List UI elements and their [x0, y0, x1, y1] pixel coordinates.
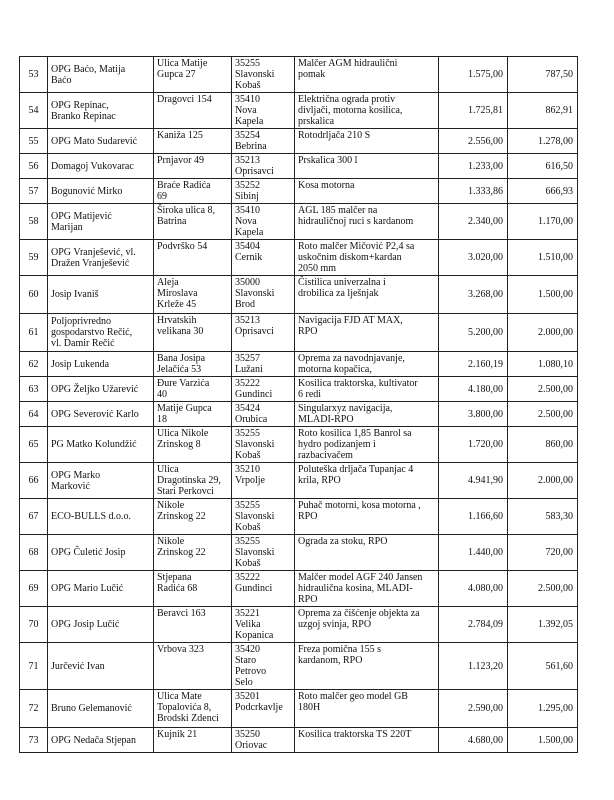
address: Prnjavor 49 — [154, 154, 232, 179]
total-amount: 2.784,09 — [439, 607, 508, 643]
table-row — [20, 499, 578, 535]
equipment-description: Oprema za čišćenje objekta za uzgoj svinja, RPO — [295, 607, 439, 643]
grant-amount: 2.000,00 — [508, 463, 578, 499]
grant-amount: 583,30 — [508, 499, 578, 535]
beneficiary-name: OPG Mario Lučić — [48, 571, 154, 607]
equipment-description: Prskalica 300 l — [295, 154, 439, 179]
postal-place: 35254 Bebrina — [232, 129, 295, 154]
address: Podvrško 54 — [154, 240, 232, 276]
grant-amount: 1.500,00 — [508, 276, 578, 314]
grant-amount: 666,93 — [508, 179, 578, 204]
address: Beravci 163 — [154, 607, 232, 643]
total-amount: 1.166,60 — [439, 499, 508, 535]
row-number: 58 — [20, 204, 48, 240]
postal-place: 35255 Slavonski Kobaš — [232, 427, 295, 463]
table-body — [20, 57, 578, 753]
table-row — [20, 57, 578, 93]
equipment-description: Čistilica univerzalna i drobilica za lješnjak — [295, 276, 439, 314]
total-amount: 1.233,00 — [439, 154, 508, 179]
table-row — [20, 377, 578, 402]
row-number: 70 — [20, 607, 48, 643]
total-amount: 3.020,00 — [439, 240, 508, 276]
beneficiary-name: OPG Čuletić Josip — [48, 535, 154, 571]
address: Dragovci 154 — [154, 93, 232, 129]
postal-place: 35222 Gundinci — [232, 377, 295, 402]
address: Ulica Mate Topalovića 8, Brodski Zdenci — [154, 690, 232, 728]
address: Braće Radića 69 — [154, 179, 232, 204]
equipment-description: Kosa motorna — [295, 179, 439, 204]
equipment-description: Puhač motorni, kosa motorna , RPO — [295, 499, 439, 535]
grants-table — [19, 56, 578, 753]
total-amount: 1.720,00 — [439, 427, 508, 463]
postal-place: 35250 Oriovac — [232, 728, 295, 753]
equipment-description: Oprema za navodnjavanje, motorna kopačica, — [295, 352, 439, 377]
table-row — [20, 276, 578, 314]
row-number: 67 — [20, 499, 48, 535]
grant-amount: 1.295,00 — [508, 690, 578, 728]
grant-amount: 1.170,00 — [508, 204, 578, 240]
total-amount: 3.800,00 — [439, 402, 508, 427]
beneficiary-name: Josip Lukenda — [48, 352, 154, 377]
total-amount: 1.440,00 — [439, 535, 508, 571]
address: Vrbova 323 — [154, 643, 232, 690]
row-number: 68 — [20, 535, 48, 571]
table-row — [20, 607, 578, 643]
beneficiary-name: OPG Nedača Stjepan — [48, 728, 154, 753]
table-row — [20, 690, 578, 728]
postal-place: 35222 Gundinci — [232, 571, 295, 607]
beneficiary-name: Domagoj Vukovarac — [48, 154, 154, 179]
equipment-description: Roto malčer geo model GB 180H — [295, 690, 439, 728]
equipment-description: Rotodrljača 210 S — [295, 129, 439, 154]
postal-place: 35255 Slavonski Kobaš — [232, 535, 295, 571]
address: Nikole Zrinskog 22 — [154, 535, 232, 571]
table-row — [20, 129, 578, 154]
total-amount: 4.941,90 — [439, 463, 508, 499]
total-amount: 2.160,19 — [439, 352, 508, 377]
grant-amount: 1.080,10 — [508, 352, 578, 377]
equipment-description: Poluteška drljača Tupanjac 4 krila, RPO — [295, 463, 439, 499]
row-number: 73 — [20, 728, 48, 753]
grant-amount: 2.500,00 — [508, 571, 578, 607]
equipment-description: Kosilica traktorska, kultivator 6 redi — [295, 377, 439, 402]
beneficiary-name: OPG Severović Karlo — [48, 402, 154, 427]
grant-amount: 1.500,00 — [508, 728, 578, 753]
table-row — [20, 643, 578, 690]
row-number: 65 — [20, 427, 48, 463]
address: Kujnik 21 — [154, 728, 232, 753]
address: Kaniža 125 — [154, 129, 232, 154]
total-amount: 3.268,00 — [439, 276, 508, 314]
table-row — [20, 179, 578, 204]
table-row — [20, 571, 578, 607]
document-page — [19, 56, 577, 753]
table-row — [20, 93, 578, 129]
row-number: 60 — [20, 276, 48, 314]
total-amount: 5.200,00 — [439, 314, 508, 352]
address: Ulica Matije Gupca 27 — [154, 57, 232, 93]
postal-place: 35255 Slavonski Kobaš — [232, 499, 295, 535]
total-amount: 2.590,00 — [439, 690, 508, 728]
postal-place: 35404 Cernik — [232, 240, 295, 276]
equipment-description: Kosilica traktorska TS 220T — [295, 728, 439, 753]
equipment-description: Roto malčer Mičović P2,4 sa uskočnim diskom+kardan 2050 mm — [295, 240, 439, 276]
total-amount: 1.575,00 — [439, 57, 508, 93]
table-row — [20, 402, 578, 427]
postal-place: 35255 Slavonski Kobaš — [232, 57, 295, 93]
grant-amount: 2.500,00 — [508, 402, 578, 427]
postal-place: 35201 Podcrkavlje — [232, 690, 295, 728]
beneficiary-name: OPG Baćo, Matija Baćo — [48, 57, 154, 93]
postal-place: 35221 Velika Kopanica — [232, 607, 295, 643]
postal-place: 35257 Lužani — [232, 352, 295, 377]
total-amount: 4.080,00 — [439, 571, 508, 607]
grant-amount: 616,50 — [508, 154, 578, 179]
postal-place: 35213 Oprisavci — [232, 314, 295, 352]
row-number: 72 — [20, 690, 48, 728]
beneficiary-name: OPG Marko Marković — [48, 463, 154, 499]
equipment-description: Ograda za stoku, RPO — [295, 535, 439, 571]
postal-place: 35410 Nova Kapela — [232, 204, 295, 240]
grant-amount: 860,00 — [508, 427, 578, 463]
table-row — [20, 728, 578, 753]
table-row — [20, 154, 578, 179]
address: Bana Josipa Jelačića 53 — [154, 352, 232, 377]
grant-amount: 787,50 — [508, 57, 578, 93]
equipment-description: Električna ograda protiv divljači, motorna kosilica, prskalica — [295, 93, 439, 129]
postal-place: 35213 Oprisavci — [232, 154, 295, 179]
beneficiary-name: OPG Vranješević, vl. Dražen Vranješević — [48, 240, 154, 276]
beneficiary-name: OPG Željko Užarević — [48, 377, 154, 402]
row-number: 66 — [20, 463, 48, 499]
address: Stjepana Radića 68 — [154, 571, 232, 607]
row-number: 69 — [20, 571, 48, 607]
beneficiary-name: OPG Josip Lučić — [48, 607, 154, 643]
equipment-description: AGL 185 malčer na hidrauličnoj ruci s kardanom — [295, 204, 439, 240]
row-number: 62 — [20, 352, 48, 377]
total-amount: 4.180,00 — [439, 377, 508, 402]
row-number: 55 — [20, 129, 48, 154]
beneficiary-name: ECO-BULLS d.o.o. — [48, 499, 154, 535]
address: Ulica Dragotinska 29, Stari Perkovci — [154, 463, 232, 499]
grant-amount: 1.278,00 — [508, 129, 578, 154]
beneficiary-name: PG Matko Kolundžić — [48, 427, 154, 463]
address: Ulica Nikole Zrinskog 8 — [154, 427, 232, 463]
table-row — [20, 535, 578, 571]
table-row — [20, 352, 578, 377]
postal-place: 35410 Nova Kapela — [232, 93, 295, 129]
equipment-description: Freza pomična 155 s kardanom, RPO — [295, 643, 439, 690]
table-row — [20, 427, 578, 463]
total-amount: 2.340,00 — [439, 204, 508, 240]
total-amount: 1.725,81 — [439, 93, 508, 129]
table-row — [20, 314, 578, 352]
beneficiary-name: Josip Ivaniš — [48, 276, 154, 314]
total-amount: 1.333,86 — [439, 179, 508, 204]
row-number: 71 — [20, 643, 48, 690]
table-row — [20, 204, 578, 240]
beneficiary-name: OPG Matijević Marijan — [48, 204, 154, 240]
grant-amount: 561,60 — [508, 643, 578, 690]
equipment-description: Malčer AGM hidraulični pomak — [295, 57, 439, 93]
grant-amount: 720,00 — [508, 535, 578, 571]
total-amount: 2.556,00 — [439, 129, 508, 154]
equipment-description: Malčer model AGF 240 Jansen hidraulična kosina, MLADI- RPO — [295, 571, 439, 607]
row-number: 57 — [20, 179, 48, 204]
address: Đure Varzića 40 — [154, 377, 232, 402]
address: Aleja Miroslava Krleže 45 — [154, 276, 232, 314]
address: Nikole Zrinskog 22 — [154, 499, 232, 535]
row-number: 63 — [20, 377, 48, 402]
table-row — [20, 463, 578, 499]
grant-amount: 1.510,00 — [508, 240, 578, 276]
beneficiary-name: OPG Repinac, Branko Repinac — [48, 93, 154, 129]
grant-amount: 1.392,05 — [508, 607, 578, 643]
equipment-description: Roto kosilica 1,85 Banrol sa hydro podizanjem i razbacivačem — [295, 427, 439, 463]
beneficiary-name: Bogunović Mirko — [48, 179, 154, 204]
postal-place: 35420 Staro Petrovo Selo — [232, 643, 295, 690]
total-amount: 4.680,00 — [439, 728, 508, 753]
table-row — [20, 240, 578, 276]
equipment-description: Navigacija FJD AT MAX, RPO — [295, 314, 439, 352]
row-number: 56 — [20, 154, 48, 179]
row-number: 54 — [20, 93, 48, 129]
total-amount: 1.123,20 — [439, 643, 508, 690]
beneficiary-name: Poljoprivredno gospodarstvo Rečić, vl. Damir Rečić — [48, 314, 154, 352]
address: Široka ulica 8, Batrina — [154, 204, 232, 240]
grant-amount: 862,91 — [508, 93, 578, 129]
postal-place: 35252 Sibinj — [232, 179, 295, 204]
row-number: 64 — [20, 402, 48, 427]
grant-amount: 2.500,00 — [508, 377, 578, 402]
address: Hrvatskih velikana 30 — [154, 314, 232, 352]
beneficiary-name: Bruno Gelemanović — [48, 690, 154, 728]
beneficiary-name: Jurčević Ivan — [48, 643, 154, 690]
row-number: 53 — [20, 57, 48, 93]
beneficiary-name: OPG Mato Sudarević — [48, 129, 154, 154]
grant-amount: 2.000,00 — [508, 314, 578, 352]
postal-place: 35424 Orubica — [232, 402, 295, 427]
row-number: 61 — [20, 314, 48, 352]
address: Matije Gupca 18 — [154, 402, 232, 427]
postal-place: 35210 Vrpolje — [232, 463, 295, 499]
postal-place: 35000 Slavonski Brod — [232, 276, 295, 314]
row-number: 59 — [20, 240, 48, 276]
equipment-description: Singularxyz navigacija, MLADI-RPO — [295, 402, 439, 427]
